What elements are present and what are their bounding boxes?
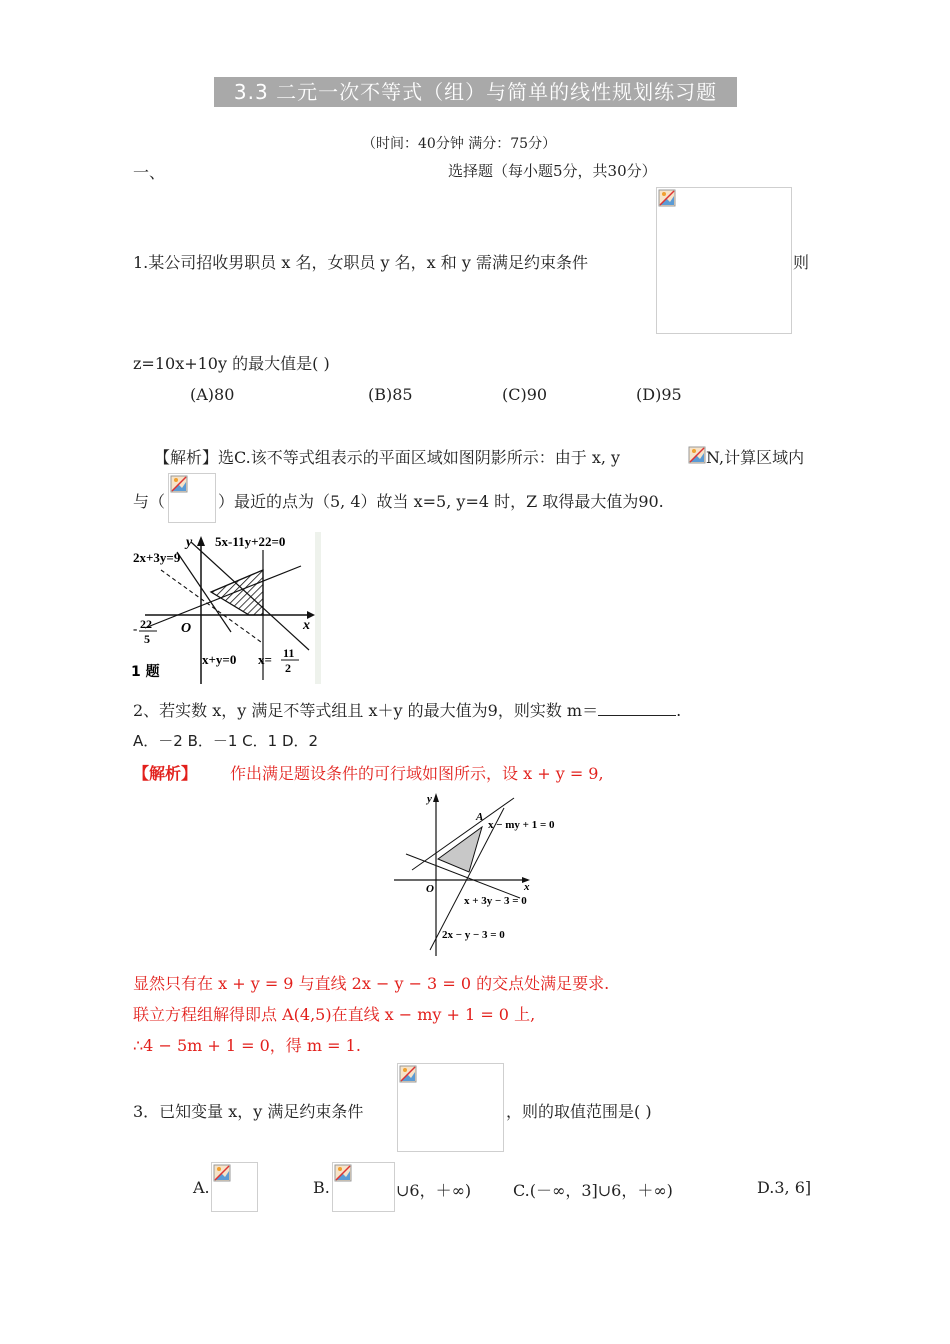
q2-reason-2: 联立方程组解得即点 A(4,5)在直线 x − my + 1 = 0 上, [133, 1005, 536, 1024]
fig1-eq-c: x+y=0 [202, 652, 237, 667]
q2-solution-tag: 【解析】 [133, 764, 198, 783]
q2-stem [133, 698, 681, 721]
q3-option-b-tail: ∪6，＋∞) [396, 1181, 472, 1200]
q1-line2: z=10x+10y 的最大值是( ) [133, 354, 330, 373]
broken-image-icon [399, 1065, 417, 1083]
fig1-origin: O [181, 621, 192, 636]
fig1-neg-num: 22 [140, 617, 152, 631]
broken-image-icon [213, 1164, 231, 1182]
fig1-caption: 1 题 [131, 664, 160, 680]
broken-image-icon [334, 1164, 352, 1182]
q2-feasible-region-figure [392, 790, 570, 958]
q1-line1: 1.某公司招收男职员 x 名，女职员 y 名，x 和 y 需满足约束条件 [133, 253, 588, 272]
q3-option-b: B. [313, 1178, 330, 1197]
q1-option-a: (A)80 [190, 385, 235, 404]
fig1-eq-d-num: 11 [283, 646, 295, 660]
q2-stem-end: . [676, 701, 682, 720]
objective-image-placeholder [168, 473, 216, 523]
q3-constraint-image-placeholder [397, 1063, 504, 1152]
q1-option-d: (D)95 [636, 385, 682, 404]
broken-image-icon [688, 446, 706, 464]
q1-feasible-region-figure [131, 532, 321, 684]
fig2-line-1: x − my + 1 = 0 [488, 819, 555, 831]
fig1-eq-d: x= [258, 652, 272, 667]
fig1-eq-b: 5x-11y+22=0 [215, 534, 286, 549]
q1-then: 则 [793, 253, 810, 272]
fig2-y-label: y [427, 793, 432, 805]
q2-options: A．－2 B．－1 C．1 D．2 [133, 732, 319, 750]
fig2-origin: O [426, 883, 434, 895]
exam-meta: （时间：40分钟 满分：75分） [362, 136, 557, 152]
fig1-y-label: y [186, 535, 193, 550]
page-title: 3.3 二元一次不等式（组）与简单的线性规划练习题 [214, 77, 737, 107]
q2-reason-1: 显然只有在 x + y = 9 与直线 2x − y − 3 = 0 的交点处满足要求. [133, 974, 610, 993]
q2-stem-text: 2、若实数 x，y 满足不等式组且 x＋y 的最大值为9，则实数 m＝ [133, 701, 599, 720]
q1-solution-2a: 与（ [133, 492, 166, 511]
q3-option-d: D.3, 6] [757, 1178, 812, 1197]
fig2-x-label: x [524, 881, 530, 893]
fig1-x-label: x [303, 618, 310, 633]
fig1-neg-den: 5 [144, 632, 150, 646]
broken-image-icon [170, 475, 188, 493]
q3-stem-b: ，则的取值范围是( ) [506, 1102, 652, 1121]
q1-option-b: (B)85 [368, 385, 413, 404]
q3-stem-a: 3．已知变量 x，y 满足约束条件 [133, 1102, 364, 1121]
section-heading: 选择题（每小题5分，共30分） [448, 162, 657, 180]
q2-solution-text: 作出满足题设条件的可行域如图所示，设 x + y = 9, [230, 764, 604, 783]
q2-answer-blank[interactable] [598, 701, 676, 716]
q3-option-b-image [332, 1162, 395, 1212]
constraint-image-placeholder [656, 187, 792, 334]
q3-option-a-image [211, 1162, 258, 1212]
q1-option-c: (C)90 [502, 385, 548, 404]
q3-option-a: A. [193, 1178, 210, 1197]
fig1-eq-d-den: 2 [285, 661, 291, 675]
q2-reason-3: ∴4 − 5m + 1 = 0，得 m = 1. [133, 1036, 361, 1055]
section-number: 一、 [133, 163, 166, 182]
q1-solution-1: 【解析】选C.该不等式组表示的平面区域如图阴影所示：由于 x, y [154, 448, 621, 467]
q1-solution-2b: ）最近的点为（5, 4）故当 x=5, y=4 时，Z 取得最大值为90. [218, 492, 664, 511]
fig1-eq-a: 2x+3y=9 [133, 550, 181, 565]
fig1-neg-sign: - [133, 621, 138, 636]
q3-option-c: C.(－∞，3]∪6，＋∞) [513, 1181, 673, 1200]
broken-image-icon [658, 189, 676, 207]
fig2-point-a: A [476, 811, 484, 823]
q1-solution-1b: N,计算区域内 [706, 448, 805, 467]
fig2-line-2: x + 3y − 3 = 0 [464, 895, 527, 907]
fig2-line-3: 2x − y − 3 = 0 [442, 929, 505, 941]
